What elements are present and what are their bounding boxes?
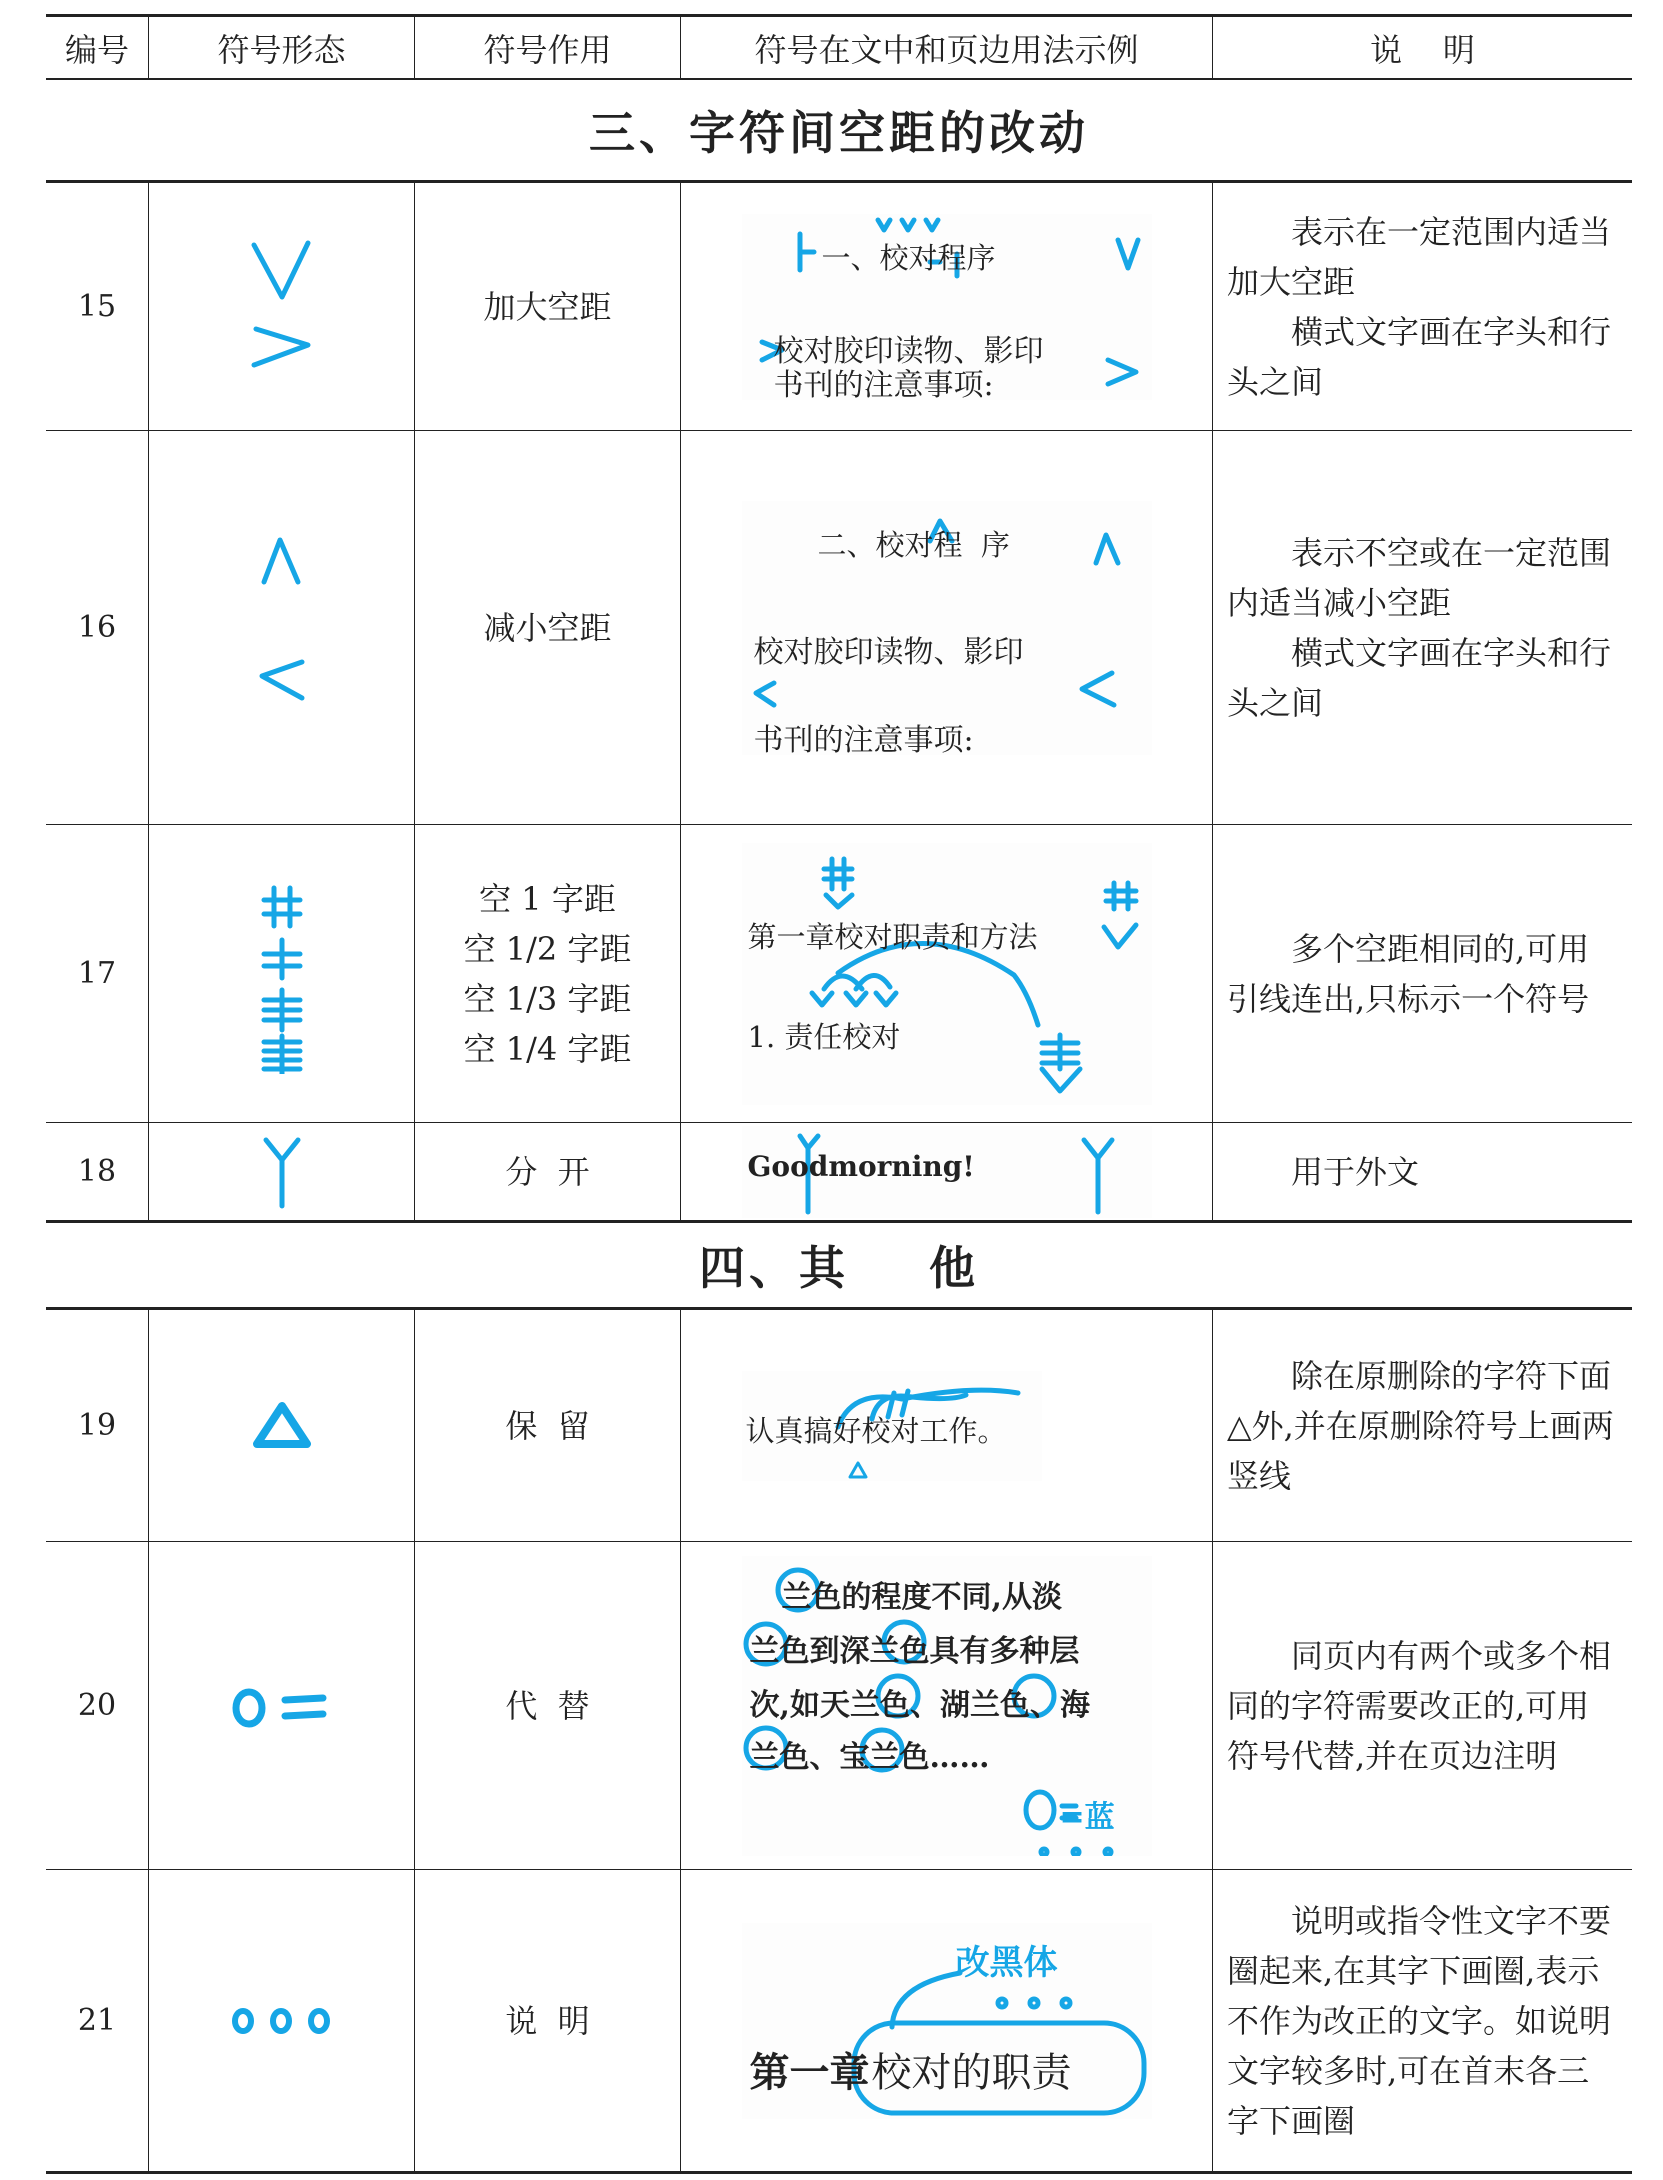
example-line: 1. 责任校对 xyxy=(747,1019,901,1054)
example-line: 书刊的注意事项: xyxy=(753,722,974,758)
example-line: 校对胶印读物、影印 xyxy=(773,333,1044,369)
example-line: 第一章 xyxy=(749,2049,870,2096)
example-line: 校对胶印读物、影印 xyxy=(753,634,1024,670)
table-row xyxy=(46,183,1632,431)
example-line: 认真搞好校对工作。 xyxy=(745,1413,1007,1448)
symbol-explain-icon xyxy=(148,1870,414,2171)
symbol-note xyxy=(1212,1542,1632,1869)
note-paragraph: 表示不空或在一定范围内适当减小空距 xyxy=(1227,533,1612,622)
margin-note: 改黑体 xyxy=(955,1942,1058,1983)
header-number: 编号 xyxy=(64,30,129,69)
table-row xyxy=(46,1870,1632,2174)
example-line: 第一章校对职责和方法 xyxy=(747,919,1038,954)
table-header xyxy=(46,14,1632,80)
symbol-keep-icon xyxy=(148,1310,414,1541)
proofreading-symbol-table xyxy=(46,14,1632,2174)
symbol-note xyxy=(1212,431,1632,824)
example-image xyxy=(742,1371,1042,1481)
note-paragraph: 除在原删除的字符下面△外,并在原删除符号上画两竖线 xyxy=(1227,1356,1614,1495)
usage-example xyxy=(680,1123,1212,1220)
function-line: 空 1 字距 xyxy=(479,879,616,918)
header-example: 符号在文中和页边用法示例 xyxy=(680,17,1212,78)
example-line: 校对的职责 xyxy=(871,2049,1072,2096)
symbol-function: 减小空距 xyxy=(414,431,680,824)
usage-example xyxy=(680,825,1212,1122)
symbol-note xyxy=(1212,825,1632,1122)
row-number: 21 xyxy=(77,2003,117,2038)
row-number: 18 xyxy=(77,1154,117,1189)
example-image xyxy=(742,214,1152,403)
symbol-function: 说 明 xyxy=(414,1870,680,2171)
row-number: 15 xyxy=(77,289,117,324)
row-number: 19 xyxy=(77,1408,117,1443)
section-title: 三、字符间空距的改动 xyxy=(46,80,1632,183)
symbol-narrow-icon xyxy=(148,431,414,824)
symbol-note xyxy=(1212,1310,1632,1541)
usage-example xyxy=(680,183,1212,430)
row-number: 20 xyxy=(77,1688,117,1723)
example-line: Goodmorning! xyxy=(747,1149,975,1183)
usage-example xyxy=(680,1310,1212,1541)
example-image xyxy=(742,501,1152,758)
example-line: 次,如天兰色、湖兰色、海 xyxy=(749,1687,1090,1723)
margin-note: =蓝 xyxy=(1059,1799,1115,1835)
example-line: 兰色到深兰色具有多种层 xyxy=(749,1633,1080,1669)
table-row xyxy=(46,825,1632,1123)
usage-example xyxy=(680,431,1212,824)
function-line: 空 1/4 字距 xyxy=(463,1029,632,1068)
note-paragraph: 同页内有两个或多个相同的字符需要改正的,可用符号代替,并在页边注明 xyxy=(1227,1636,1612,1775)
example-line: 一、校对程序 xyxy=(821,240,996,275)
usage-example xyxy=(680,1870,1212,2171)
note-paragraph: 横式文字画在字头和行头之间 xyxy=(1227,633,1612,722)
symbol-function: 加大空距 xyxy=(414,183,680,430)
symbol-note xyxy=(1212,1123,1632,1220)
example-image xyxy=(742,1923,1152,2119)
example-line: 二、校对程 序 xyxy=(817,527,1010,562)
symbol-space-icon xyxy=(148,825,414,1122)
row-number: 16 xyxy=(77,610,117,645)
example-image xyxy=(742,1126,1152,1218)
table-row xyxy=(46,1123,1632,1223)
table-row xyxy=(46,431,1632,825)
row-number: 17 xyxy=(77,956,117,991)
section-title: 四、其 他 xyxy=(46,1223,1632,1310)
symbol-function xyxy=(414,825,680,1122)
function-line: 空 1/2 字距 xyxy=(463,929,632,968)
note-paragraph: 多个空距相同的,可用引线连出,只标示一个符号 xyxy=(1227,929,1590,1018)
symbol-note xyxy=(1212,1870,1632,2171)
example-image xyxy=(742,1556,1152,1856)
header-shape: 符号形态 xyxy=(148,17,414,78)
example-line: 书刊的注意事项: xyxy=(773,367,994,403)
example-line: 兰色的程度不同,从淡 xyxy=(781,1579,1062,1615)
symbol-substitute-icon xyxy=(148,1542,414,1869)
usage-example xyxy=(680,1542,1212,1869)
symbol-widen-icon xyxy=(148,183,414,430)
header-note: 说 明 xyxy=(1212,17,1632,78)
table-row xyxy=(46,1310,1632,1542)
note-paragraph: 表示在一定范围内适当加大空距 xyxy=(1227,212,1612,301)
note-paragraph: 用于外文 xyxy=(1291,1152,1420,1191)
example-image xyxy=(742,843,1152,1105)
header-function: 符号作用 xyxy=(414,17,680,78)
symbol-function: 分 开 xyxy=(414,1123,680,1220)
symbol-function: 保 留 xyxy=(414,1310,680,1541)
symbol-separate-icon xyxy=(148,1123,414,1220)
example-line: 兰色、宝兰色…… xyxy=(749,1739,990,1775)
note-paragraph: 说明或指令性文字不要圈起来,在其字下画圈,表示不作为改正的文字。如说明文字较多时,可在首末各三字下画圈 xyxy=(1227,1901,1612,2140)
symbol-function: 代 替 xyxy=(414,1542,680,1869)
function-line: 空 1/3 字距 xyxy=(463,979,632,1018)
table-row xyxy=(46,1542,1632,1870)
note-paragraph: 横式文字画在字头和行头之间 xyxy=(1227,312,1612,401)
symbol-note xyxy=(1212,183,1632,430)
